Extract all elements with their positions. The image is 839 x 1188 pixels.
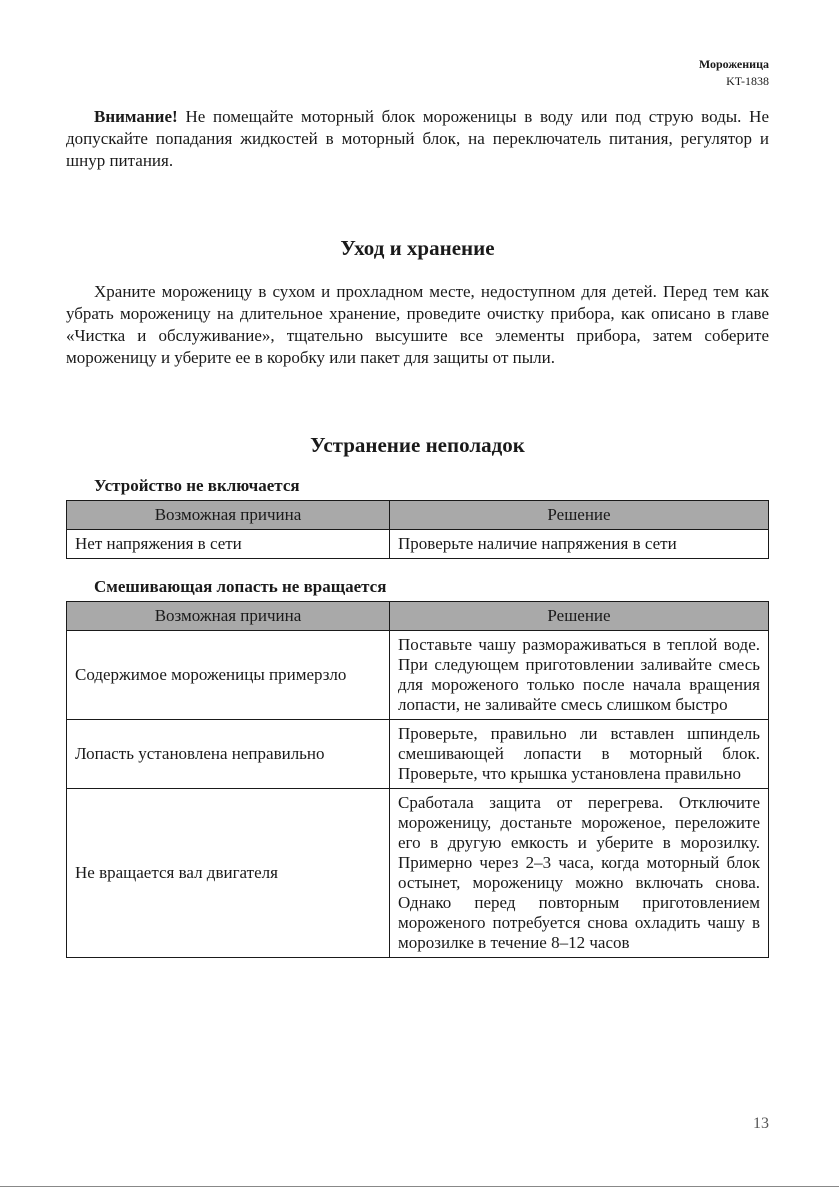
cause-cell: Лопасть установлена неправильно xyxy=(67,720,390,789)
solution-cell: Проверьте, правильно ли вставлен шпиндель смешивающей лопасти в моторный блок. Проверьте, что крышка установлена правильно xyxy=(390,720,769,789)
bottom-rule xyxy=(0,1186,839,1187)
care-paragraph: Храните мороженицу в сухом и прохладном месте, недоступном для детей. Перед тем как убрать мороженицу на длительное хранение, проведите очистку прибора, как описано в главе «Чистка и обслуживание», тщательно высушите все элементы прибора, затем соберите мороженицу и уберите ее в коробку или пакет для защиты от пыли. xyxy=(66,282,769,367)
table-row xyxy=(67,789,769,958)
page-content xyxy=(66,100,769,958)
solution-cell: Поставьте чашу размораживаться в теплой воде. При следующем приготовлении заливайте смесь для мороженого только после начала вращения лопасти, не заливайте смесь слишком быстро xyxy=(390,631,769,720)
warning-lead: Внимание! xyxy=(94,107,178,126)
solution-column-header: Решение xyxy=(390,501,769,530)
cause-column-header: Возможная причина xyxy=(67,501,390,530)
solution-cell: Сработала защита от перегрева. Отключите мороженицу, достаньте мороженое, переложите его в другую емкость и уберите в морозилку. Примерно через 2–3 часа, когда моторный блок остынет, мороженицу можно включать снова. Однако перед повторным приготовлением мороженого потребуется снова охладить чашу в морозилке в течение 8–12 часов xyxy=(390,789,769,958)
troubleshooting-table xyxy=(66,601,769,958)
table-row xyxy=(67,631,769,720)
cause-cell: Не вращается вал двигателя xyxy=(67,789,390,958)
cause-column-header: Возможная причина xyxy=(67,602,390,631)
cause-cell: Нет напряжения в сети xyxy=(67,530,390,559)
table-header-row xyxy=(67,501,769,530)
table-header-row xyxy=(67,602,769,631)
product-name: Мороженица xyxy=(698,57,769,71)
problem-title: Устройство не включается xyxy=(94,476,300,495)
solution-column-header: Решение xyxy=(390,602,769,631)
table-row xyxy=(67,530,769,559)
model-number: KT-1838 xyxy=(726,74,769,88)
warning-text: Не помещайте моторный блок мороженицы в воду или под струю воды. Не допускайте попадания жидкостей в моторный блок, на переключатель питания, регулятор и шнур питания. xyxy=(66,107,769,170)
page-header xyxy=(699,56,769,90)
table-row xyxy=(67,720,769,789)
warning-paragraph xyxy=(66,106,769,172)
solution-cell: Проверьте наличие напряжения в сети xyxy=(390,530,769,559)
problem-title: Смешивающая лопасть не вращается xyxy=(94,577,387,596)
page-number: 13 xyxy=(753,1115,769,1132)
troubleshooting-table xyxy=(66,500,769,559)
cause-cell: Содержимое мороженицы примерзло xyxy=(67,631,390,720)
troubleshooting-section-title: Устранение неполадок xyxy=(310,433,525,457)
care-section-title: Уход и хранение xyxy=(340,236,495,260)
